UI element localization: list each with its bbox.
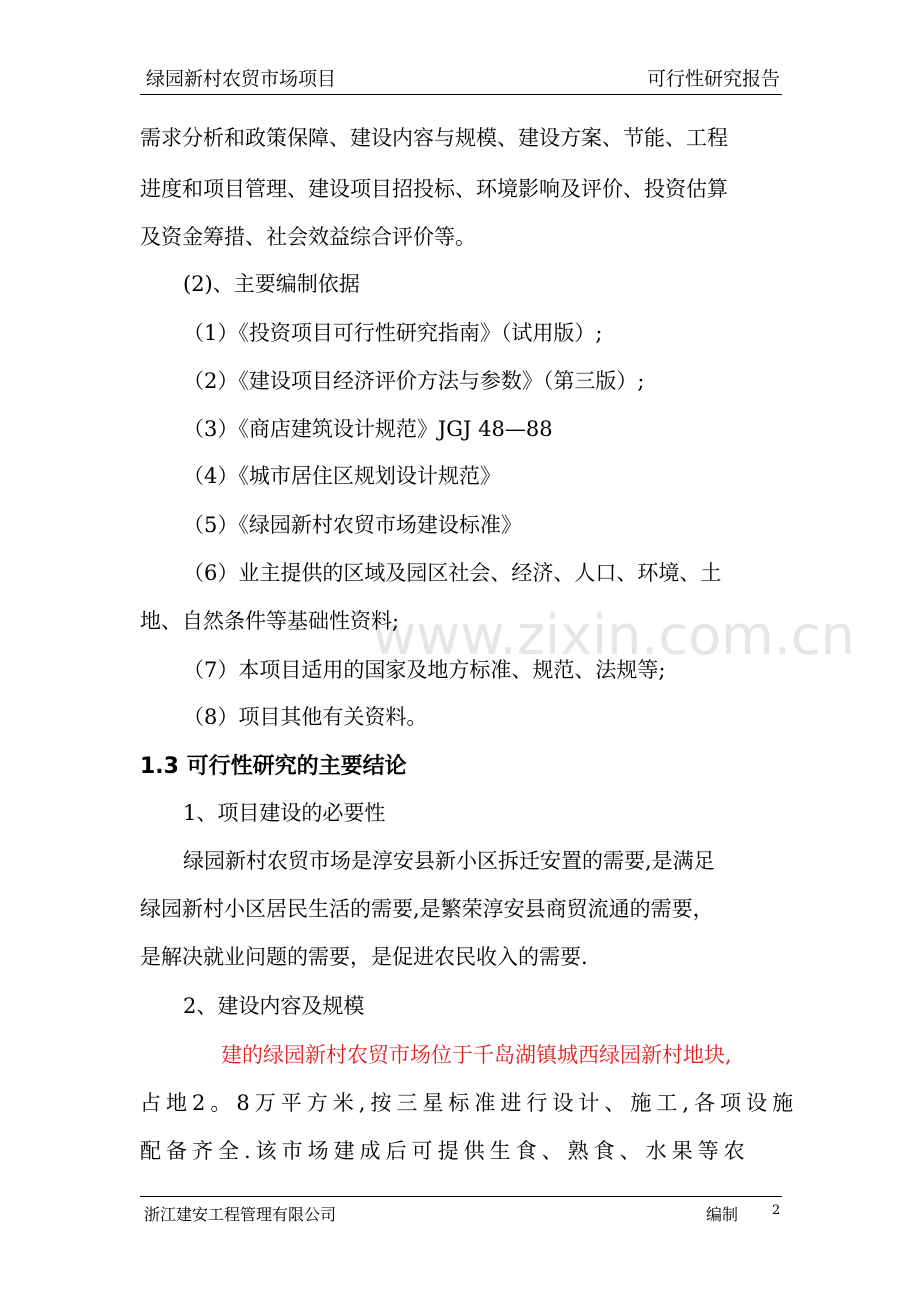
page-footer xyxy=(140,1196,782,1227)
paragraph-line: 占地2。8万平方米,按三星标准进行设计、施工,各项设施 xyxy=(140,1091,799,1115)
header-report-title: 可行性研究报告 xyxy=(646,68,780,90)
paragraph-line: 进度和项目管理、建设项目招投标、环境影响及评价、投资估算 xyxy=(140,177,728,201)
section-heading: 1.3 可行性研究的主要结论 xyxy=(140,754,407,779)
footer-company: 浙江建安工程管理有限公司 xyxy=(144,1205,337,1224)
subsection-title: 2、建设内容及规模 xyxy=(183,994,365,1018)
reference-item: （3）《商店建筑设计规范》JGJ 48—88 xyxy=(183,417,553,441)
reference-item: （7）本项目适用的国家及地方标准、规范、法规等; xyxy=(183,658,666,682)
reference-item: （2）《建设项目经济评价方法与参数》（第三版）; xyxy=(183,369,645,393)
paragraph-line: 绿园新村农贸市场是淳安县新小区拆迁安置的需要,是满足 xyxy=(183,849,715,873)
reference-item-continued: 地、自然条件等基础性资料; xyxy=(140,609,400,633)
footer-edit-label: 编制 xyxy=(706,1205,739,1224)
paragraph-line: 是解决就业问题的需要，是促进农民收入的需要. xyxy=(140,945,588,969)
header-project-title: 绿园新村农贸市场项目 xyxy=(146,68,337,90)
paragraph-line: 及资金筹措、社会效益综合评价等。 xyxy=(140,225,476,249)
reference-item: （8）项目其他有关资料。 xyxy=(183,705,428,729)
reference-item: （6）业主提供的区域及园区社会、经济、人口、环境、土 xyxy=(183,561,722,585)
reference-item: （4）《城市居住区规划设计规范》 xyxy=(183,464,501,488)
page-header xyxy=(140,58,782,95)
paragraph-line: 绿园新村小区居民生活的需要,是繁荣淳安县商贸流通的需要， xyxy=(140,897,714,921)
watermark: www.zixin.com.cn xyxy=(372,604,855,667)
subsection-title: (2)、主要编制依据 xyxy=(183,272,360,296)
paragraph-line: 配备齐全.该市场建成后可提供生食、熟食、水果等农 xyxy=(140,1139,750,1163)
page-number: 2 xyxy=(772,1203,781,1218)
subsection-title: 1、项目建设的必要性 xyxy=(183,801,386,825)
reference-item: （5）《绿园新村农贸市场建设标准》 xyxy=(183,513,522,537)
reference-item: （1）《投资项目可行性研究指南》（试用版）; xyxy=(183,321,603,345)
highlighted-paragraph-line: 建的绿园新村农贸市场位于千岛湖镇城西绿园新村地块, xyxy=(221,1043,732,1067)
paragraph-line: 需求分析和政策保障、建设内容与规模、建设方案、节能、工程 xyxy=(140,126,728,150)
